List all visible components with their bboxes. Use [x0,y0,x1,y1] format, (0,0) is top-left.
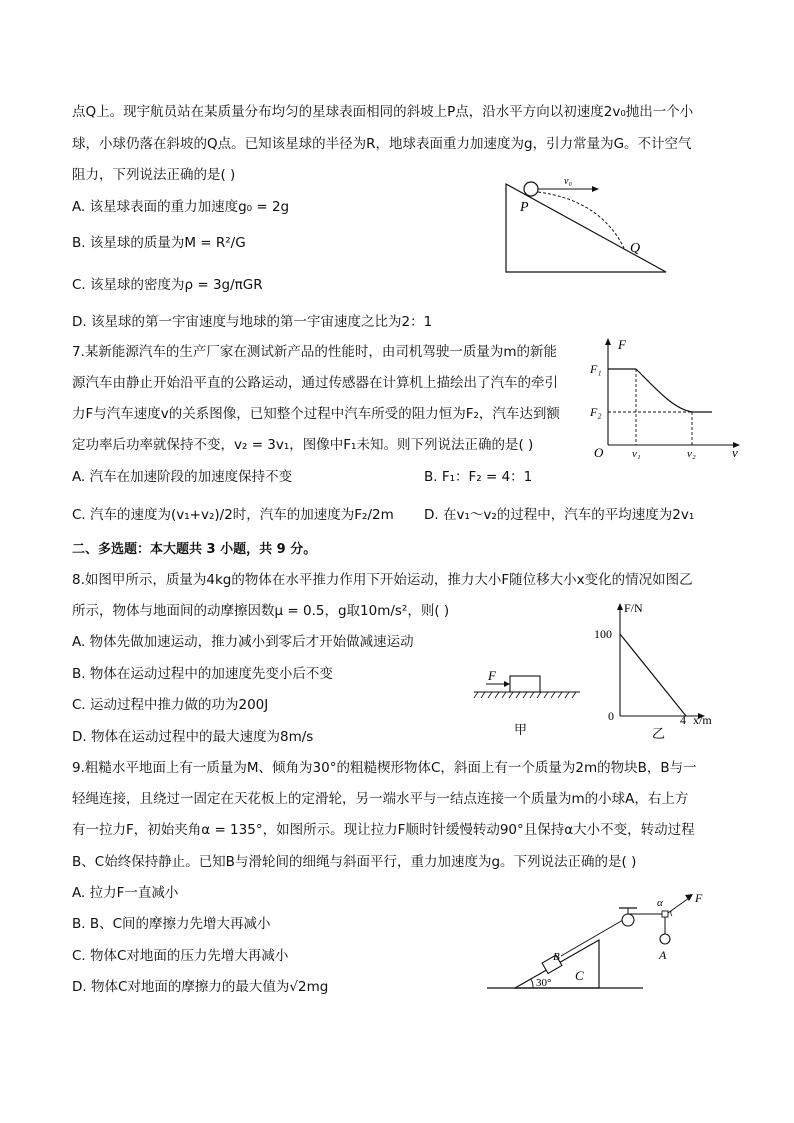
label-v0: v₀ [564,176,572,187]
rope-incline [561,920,623,956]
label-v1: v₁ [632,448,641,460]
axis-v: v [732,445,738,460]
force-line [620,634,686,716]
block [510,676,540,692]
label-f2: F₂ [590,405,602,419]
q8-option-d: D. 物体在运动过程中的最大速度为8m/s [72,729,314,745]
caption-yi: 乙 [652,726,666,741]
origin-0: 0 [608,709,614,723]
label-f: F [488,668,496,683]
q7-stem-line-1: 7.某新能源汽车的生产厂家在测试新产品的性能时，由司机驾驶一质量为m的新能 [72,344,558,360]
axis-x-label: x/m [693,713,712,727]
q7-option-b: B. F₁：F₂ = 4：1 [424,469,533,485]
q9-stem-line-2: 轻绳连接，且绕过一固定在天花板上的定滑轮，另一端水平与一结点连接一个质量为m的小球A，右上方 [72,791,689,807]
x-tick-4: 4 [680,713,686,727]
q9-option-c: C. 物体C对地面的压力先增大再减小 [72,948,289,964]
label-f1: F₁ [590,362,602,376]
y-tick-100: 100 [594,627,612,641]
pulley [622,914,634,926]
label-angle: 30° [536,977,552,989]
q6-stem-line-2: 球，小球仍落在斜坡的Q点。已知该星球的半径为R，地球表面重力加速度为g，引力常量为G。不计空气 [72,136,692,152]
label-v2: v₂ [687,448,696,460]
q9-option-a: A. 拉力F一直减小 [72,885,179,901]
q6-slope-figure [500,170,675,278]
q8-figure-yi [590,598,740,743]
section-title: 二、多选题：本大题共 3 小题，共 9 分。 [72,542,317,557]
q9-option-b: B. B、C间的摩擦力先增大再减小 [72,916,271,932]
q9-wedge-pulley-figure [485,880,715,992]
q8-figure-jia [470,668,585,740]
q8-stem-line-2: 所示，物体与地面间的动摩擦因数μ = 0.5，g取10m/s²，则( ) [72,603,450,619]
q8-stem-line-1: 8.如图甲所示，质量为4kg的物体在水平推力作用下开始运动，推力大小F随位移大小x变化的情况如图乙 [72,572,693,588]
axis-y-label: F/N [624,601,643,615]
trajectory [538,192,624,248]
q7-force-velocity-graph [588,335,748,460]
q7-option-a: A. 汽车在加速阶段的加速度保持不变 [72,469,293,485]
origin-o: O [594,445,604,460]
ball [524,182,538,196]
q7-option-d: D. 在v₁～v₂的过程中，汽车的平均速度为2v₁ [424,507,695,523]
q9-stem-line-4: B、C始终保持静止。已知B与滑轮间的细绳与斜面平行，重力加速度为g。下列说法正确的是( ) [72,854,637,870]
q9-stem-line-1: 9.粗糙水平地面上有一质量为M、倾角为30°的粗糙楔形物体C，斜面上有一个质量为2m的物块B，B与一 [72,760,697,776]
q8-option-c: C. 运动过程中推力做的功为200J [72,697,269,713]
q7-stem-line-3: 力F与汽车速度v的关系图像，已知整个过程中汽车所受的阻力恒为F₂，汽车达到额 [72,406,560,422]
label-b: B [553,951,560,963]
force-f-arrow [668,898,689,913]
slope-triangle [506,184,666,272]
label-a: A [659,948,667,962]
ball-a [660,934,670,944]
q6-option-c: C. 该星球的密度为ρ = 3g/πGR [72,277,263,293]
axis-f: F [618,337,626,352]
q7-stem-line-4: 定功率后功率就保持不变，v₂ = 3v₁，图像中F₁未知。则下列说法正确的是( ) [72,437,534,453]
q6-stem-line-1: 点Q上。现宇航员站在某质量分布均匀的星球表面相同的斜坡上P点，沿水平方向以初速度2v₀抛出一个小 [72,104,694,120]
label-p: P [520,200,529,215]
label-alpha: α [657,897,663,909]
label-f: F [695,891,703,905]
caption-jia: 甲 [514,722,528,737]
q9-option-d: D. 物体C对地面的摩擦力的最大值为√2mg [72,979,329,995]
q8-option-a: A. 物体先做加速运动，推力减小到零后才开始做减速运动 [72,634,414,650]
q9-stem-line-3: 有一拉力F，初始夹角α = 135°，如图所示。现让拉力F顺时针缓慢转动90°且保持α大小不变，转动过程 [72,822,695,838]
q6-option-b: B. 该星球的质量为M = R²/G [72,235,246,251]
q8-option-b: B. 物体在运动过程中的加速度先变小后不变 [72,666,333,682]
q6-option-a: A. 该星球表面的重力加速度g₀ = 2g [72,199,290,215]
q7-option-c: C. 汽车的速度为(v₁+v₂)/2时，汽车的加速度为F₂/2m [72,507,394,523]
label-q: Q [630,241,641,256]
q6-stem-line-3: 阻力，下列说法正确的是( ) [72,167,236,183]
q6-option-d: D. 该星球的第一宇宙速度与地球的第一宇宙速度之比为2：1 [72,314,433,330]
q7-stem-line-2: 源汽车由静止开始沿平直的公路运动，通过传感器在计算机上描绘出了汽车的牵引 [72,375,558,391]
label-c: C [575,968,584,983]
